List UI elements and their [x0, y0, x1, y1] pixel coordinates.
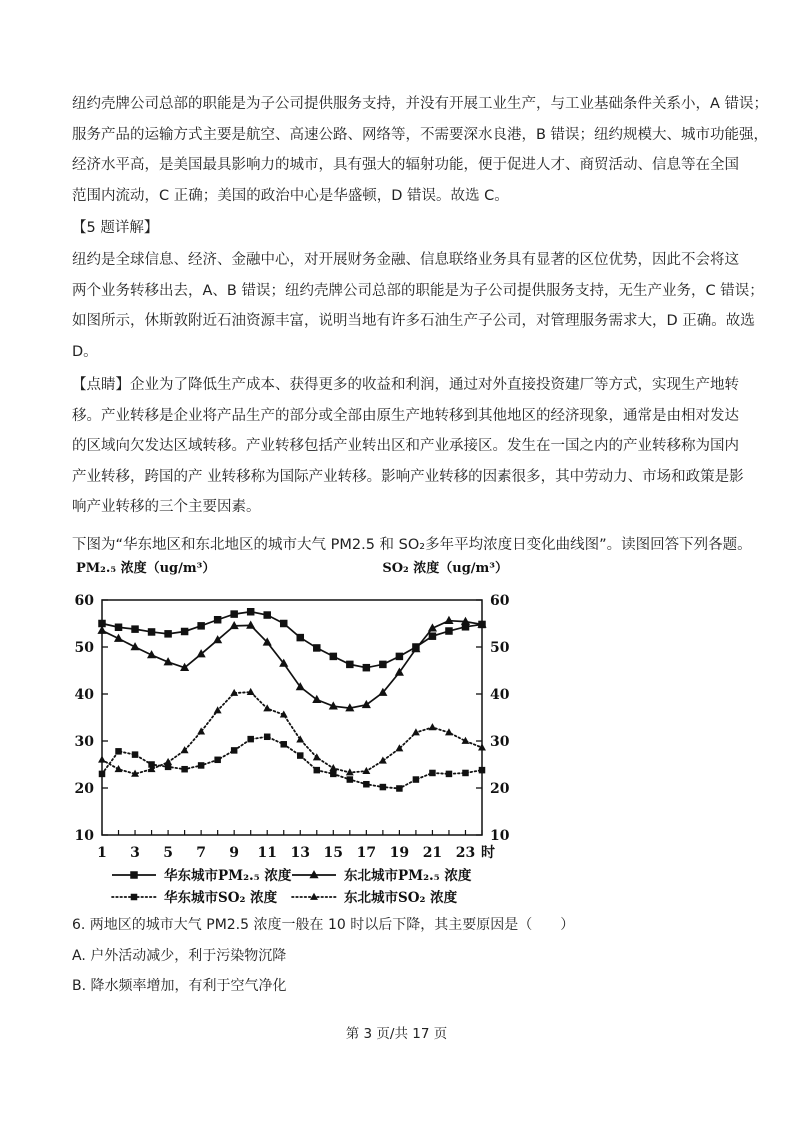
- data-point-east-so2: [396, 785, 403, 792]
- data-point-east-so2: [380, 784, 387, 791]
- series-line-northeast-pm25: [102, 621, 482, 708]
- x-tick-label: 19: [389, 845, 410, 861]
- data-point-east-pm25: [396, 653, 404, 661]
- data-point-northeast-pm25: [246, 620, 255, 628]
- y-right-tick-label: 50: [490, 640, 510, 656]
- data-point-east-pm25: [263, 611, 271, 619]
- text-line: 【点睛】企业为了降低生产成本、获得更多的收益和利润，通过对外直接投资建厂等方式，实现生产地转: [72, 377, 739, 393]
- x-tick-label: 1: [97, 845, 107, 861]
- figure-intro-text: 下图为“华东地区和东北地区的城市大气 PM2.5 和 SO₂多年平均浓度日变化曲线图”。读图回答下列各题。: [72, 537, 752, 553]
- option-b[interactable]: B. 降水频率增加，有利于空气净化: [72, 978, 287, 994]
- series-layer: [97, 608, 486, 792]
- y-right-tick-label: 60: [490, 593, 510, 609]
- paragraph-key-points: [72, 370, 744, 523]
- y-left-tick-label: 50: [74, 640, 94, 656]
- data-point-northeast-so2: [379, 757, 387, 764]
- data-point-east-pm25: [313, 644, 321, 652]
- series-northeast-so2: [98, 688, 486, 777]
- text-line: 产业转移，跨国的产 业转移称为国际产业转移。影响产业转移的因素很多，其中劳动力、市场和政策是影: [72, 468, 744, 485]
- data-point-east-so2: [446, 771, 453, 778]
- legend-label-east-so2: 华东城市SO₂ 浓度: [164, 890, 278, 906]
- x-tick-label: 15: [323, 845, 344, 861]
- y-right-tick-label: 10: [490, 828, 510, 844]
- text-line: 两个业务转移出去，A、B 错误；纽约壳牌公司总部的职能是为子公司提供服务支持，无生产业务，C 错误；: [72, 282, 764, 299]
- page-footer: 第 3 页/共 17 页: [345, 1026, 448, 1042]
- data-point-east-so2: [247, 736, 254, 743]
- x-tick-label: 9: [229, 845, 240, 861]
- option-a[interactable]: A. 户外活动减少，利于污染物沉降: [72, 947, 287, 964]
- x-tick-label: 21: [422, 845, 443, 861]
- legend-marker-east-pm25: [130, 871, 138, 879]
- data-point-east-so2: [132, 751, 139, 758]
- text-line: 响产业转移的三个主要因素。: [72, 499, 261, 515]
- series-line-east-pm25: [102, 612, 482, 668]
- question-6: [72, 910, 732, 1002]
- question-stem: 6. 两地区的城市大气 PM2.5 浓度一般在 10 时以后下降，其主要原因是（ ）: [72, 917, 575, 933]
- data-point-east-pm25: [363, 664, 371, 672]
- data-point-east-so2: [347, 776, 354, 783]
- data-point-northeast-so2: [395, 744, 403, 751]
- x-tick-label: 7: [196, 845, 207, 861]
- x-tick-label: 11: [257, 845, 277, 861]
- y-right-axis-label: SO₂ 浓度（ug/m³）: [382, 561, 508, 576]
- data-point-east-pm25: [197, 622, 205, 630]
- data-point-east-so2: [231, 747, 238, 754]
- y-left-tick-label: 40: [74, 687, 94, 703]
- y-right-ticks: [476, 593, 510, 844]
- data-point-east-so2: [181, 766, 188, 773]
- data-point-northeast-so2: [329, 764, 337, 771]
- data-point-northeast-pm25: [444, 616, 453, 624]
- data-point-east-so2: [115, 748, 122, 755]
- data-point-east-pm25: [164, 630, 172, 638]
- text-line: 如图所示，休斯敦附近石油资源丰富，说明当地有许多石油生产子公司，对管理服务需求大，D 正确。故选: [72, 313, 755, 329]
- data-point-east-pm25: [346, 661, 354, 669]
- data-point-east-pm25: [297, 634, 305, 642]
- data-point-east-pm25: [247, 608, 255, 616]
- data-point-northeast-so2: [98, 756, 106, 763]
- series-east-pm25: [98, 608, 486, 671]
- data-point-northeast-so2: [362, 767, 370, 774]
- text-line: 纽约是全球信息、经济、金融中心，对开展财务金融、信息联络业务具有显著的区位优势，因此不会将这: [72, 252, 739, 268]
- data-point-east-so2: [363, 781, 370, 788]
- data-point-east-so2: [479, 767, 486, 774]
- x-tick-label: 17: [356, 845, 377, 861]
- text-line: 经济水平高，是美国最具影响力的城市，具有强大的辐射功能，便于促进人才、商贸活动、信息等在全国: [72, 157, 739, 173]
- x-tick-label: 23: [455, 845, 476, 861]
- y-left-tick-label: 10: [74, 828, 94, 844]
- data-point-east-pm25: [280, 620, 288, 628]
- data-point-east-pm25: [181, 628, 189, 636]
- data-point-east-so2: [280, 741, 287, 748]
- plot-frame: [102, 600, 482, 835]
- section-heading: 【5 题详解】: [72, 220, 159, 236]
- data-point-east-pm25: [214, 616, 222, 624]
- y-right-tick-label: 20: [490, 781, 510, 797]
- pollution-line-chart: [62, 553, 522, 908]
- heading-question-5: [72, 213, 732, 244]
- data-point-northeast-so2: [296, 735, 304, 742]
- text-line: D。: [72, 343, 98, 360]
- chart-legend: [112, 867, 472, 906]
- y-left-tick-label: 20: [74, 781, 94, 797]
- series-east-so2: [99, 734, 486, 792]
- data-point-east-so2: [462, 770, 469, 777]
- data-point-east-so2: [198, 762, 205, 769]
- data-point-northeast-so2: [115, 765, 123, 772]
- data-point-east-so2: [99, 771, 106, 778]
- data-point-east-so2: [214, 757, 221, 764]
- data-point-northeast-so2: [164, 758, 172, 765]
- data-point-northeast-pm25: [362, 700, 371, 708]
- text-line: 的区域向欠发达区域转移。产业转移包括产业转出区和产业承接区。发生在一国之内的产业转移称为国内: [72, 438, 739, 454]
- y-right-tick-label: 40: [490, 687, 510, 703]
- series-line-east-so2: [102, 737, 482, 789]
- text-line: 纽约壳牌公司总部的职能是为子公司提供服务支持，并没有开展工业生产，与工业基础条件关系小，A 错误；: [72, 96, 769, 112]
- data-point-northeast-so2: [445, 728, 453, 735]
- y-left-tick-label: 60: [74, 593, 94, 609]
- data-point-east-pm25: [230, 610, 238, 618]
- data-point-east-pm25: [379, 661, 387, 669]
- text-line: 移。产业转移是企业将产品生产的部分或全部由原生产地转移到其他地区的经济现象，通常是由相对发达: [72, 407, 739, 424]
- data-point-east-pm25: [148, 628, 156, 636]
- text-line: 范围内流动，C 正确；美国的政治中心是华盛顿，D 错误。故选 C。: [72, 187, 509, 204]
- data-point-northeast-so2: [197, 727, 205, 734]
- data-point-east-pm25: [429, 632, 437, 640]
- data-point-east-pm25: [445, 627, 453, 635]
- series-line-northeast-so2: [102, 692, 482, 774]
- data-point-northeast-pm25: [312, 695, 321, 703]
- x-tick-label: 5: [163, 845, 173, 861]
- data-point-east-pm25: [131, 625, 139, 633]
- data-point-east-so2: [429, 770, 436, 777]
- legend-label-northeast-pm25: 东北城市PM₂.₅ 浓度: [344, 868, 472, 884]
- text-line: 服务产品的运输方式主要是航空、高速公路、网络等，不需要深水良港，B 错误；纽约规模大、城市功能强，: [72, 126, 769, 143]
- data-point-east-pm25: [115, 624, 123, 632]
- paragraph-answer-4: [72, 89, 769, 211]
- y-right-tick-label: 30: [490, 734, 510, 750]
- x-tick-label: 13: [290, 845, 311, 861]
- x-unit-label: 时: [481, 845, 495, 861]
- y-left-axis-label: PM₂.₅ 浓度（ug/m³）: [76, 561, 216, 576]
- legend-marker-east-so2: [131, 894, 138, 901]
- data-point-east-pm25: [330, 653, 338, 661]
- data-point-east-so2: [314, 767, 321, 774]
- legend-label-east-pm25: 华东城市PM₂.₅ 浓度: [164, 868, 292, 884]
- data-point-east-so2: [264, 734, 271, 741]
- legend-label-northeast-so2: 东北城市SO₂ 浓度: [344, 890, 458, 906]
- data-point-northeast-so2: [428, 723, 436, 730]
- y-left-tick-label: 30: [74, 734, 94, 750]
- x-tick-label: 3: [130, 845, 140, 861]
- data-point-east-so2: [297, 752, 304, 759]
- paragraph-answer-5: [72, 245, 764, 367]
- data-point-east-so2: [413, 776, 420, 783]
- data-point-east-so2: [330, 771, 337, 778]
